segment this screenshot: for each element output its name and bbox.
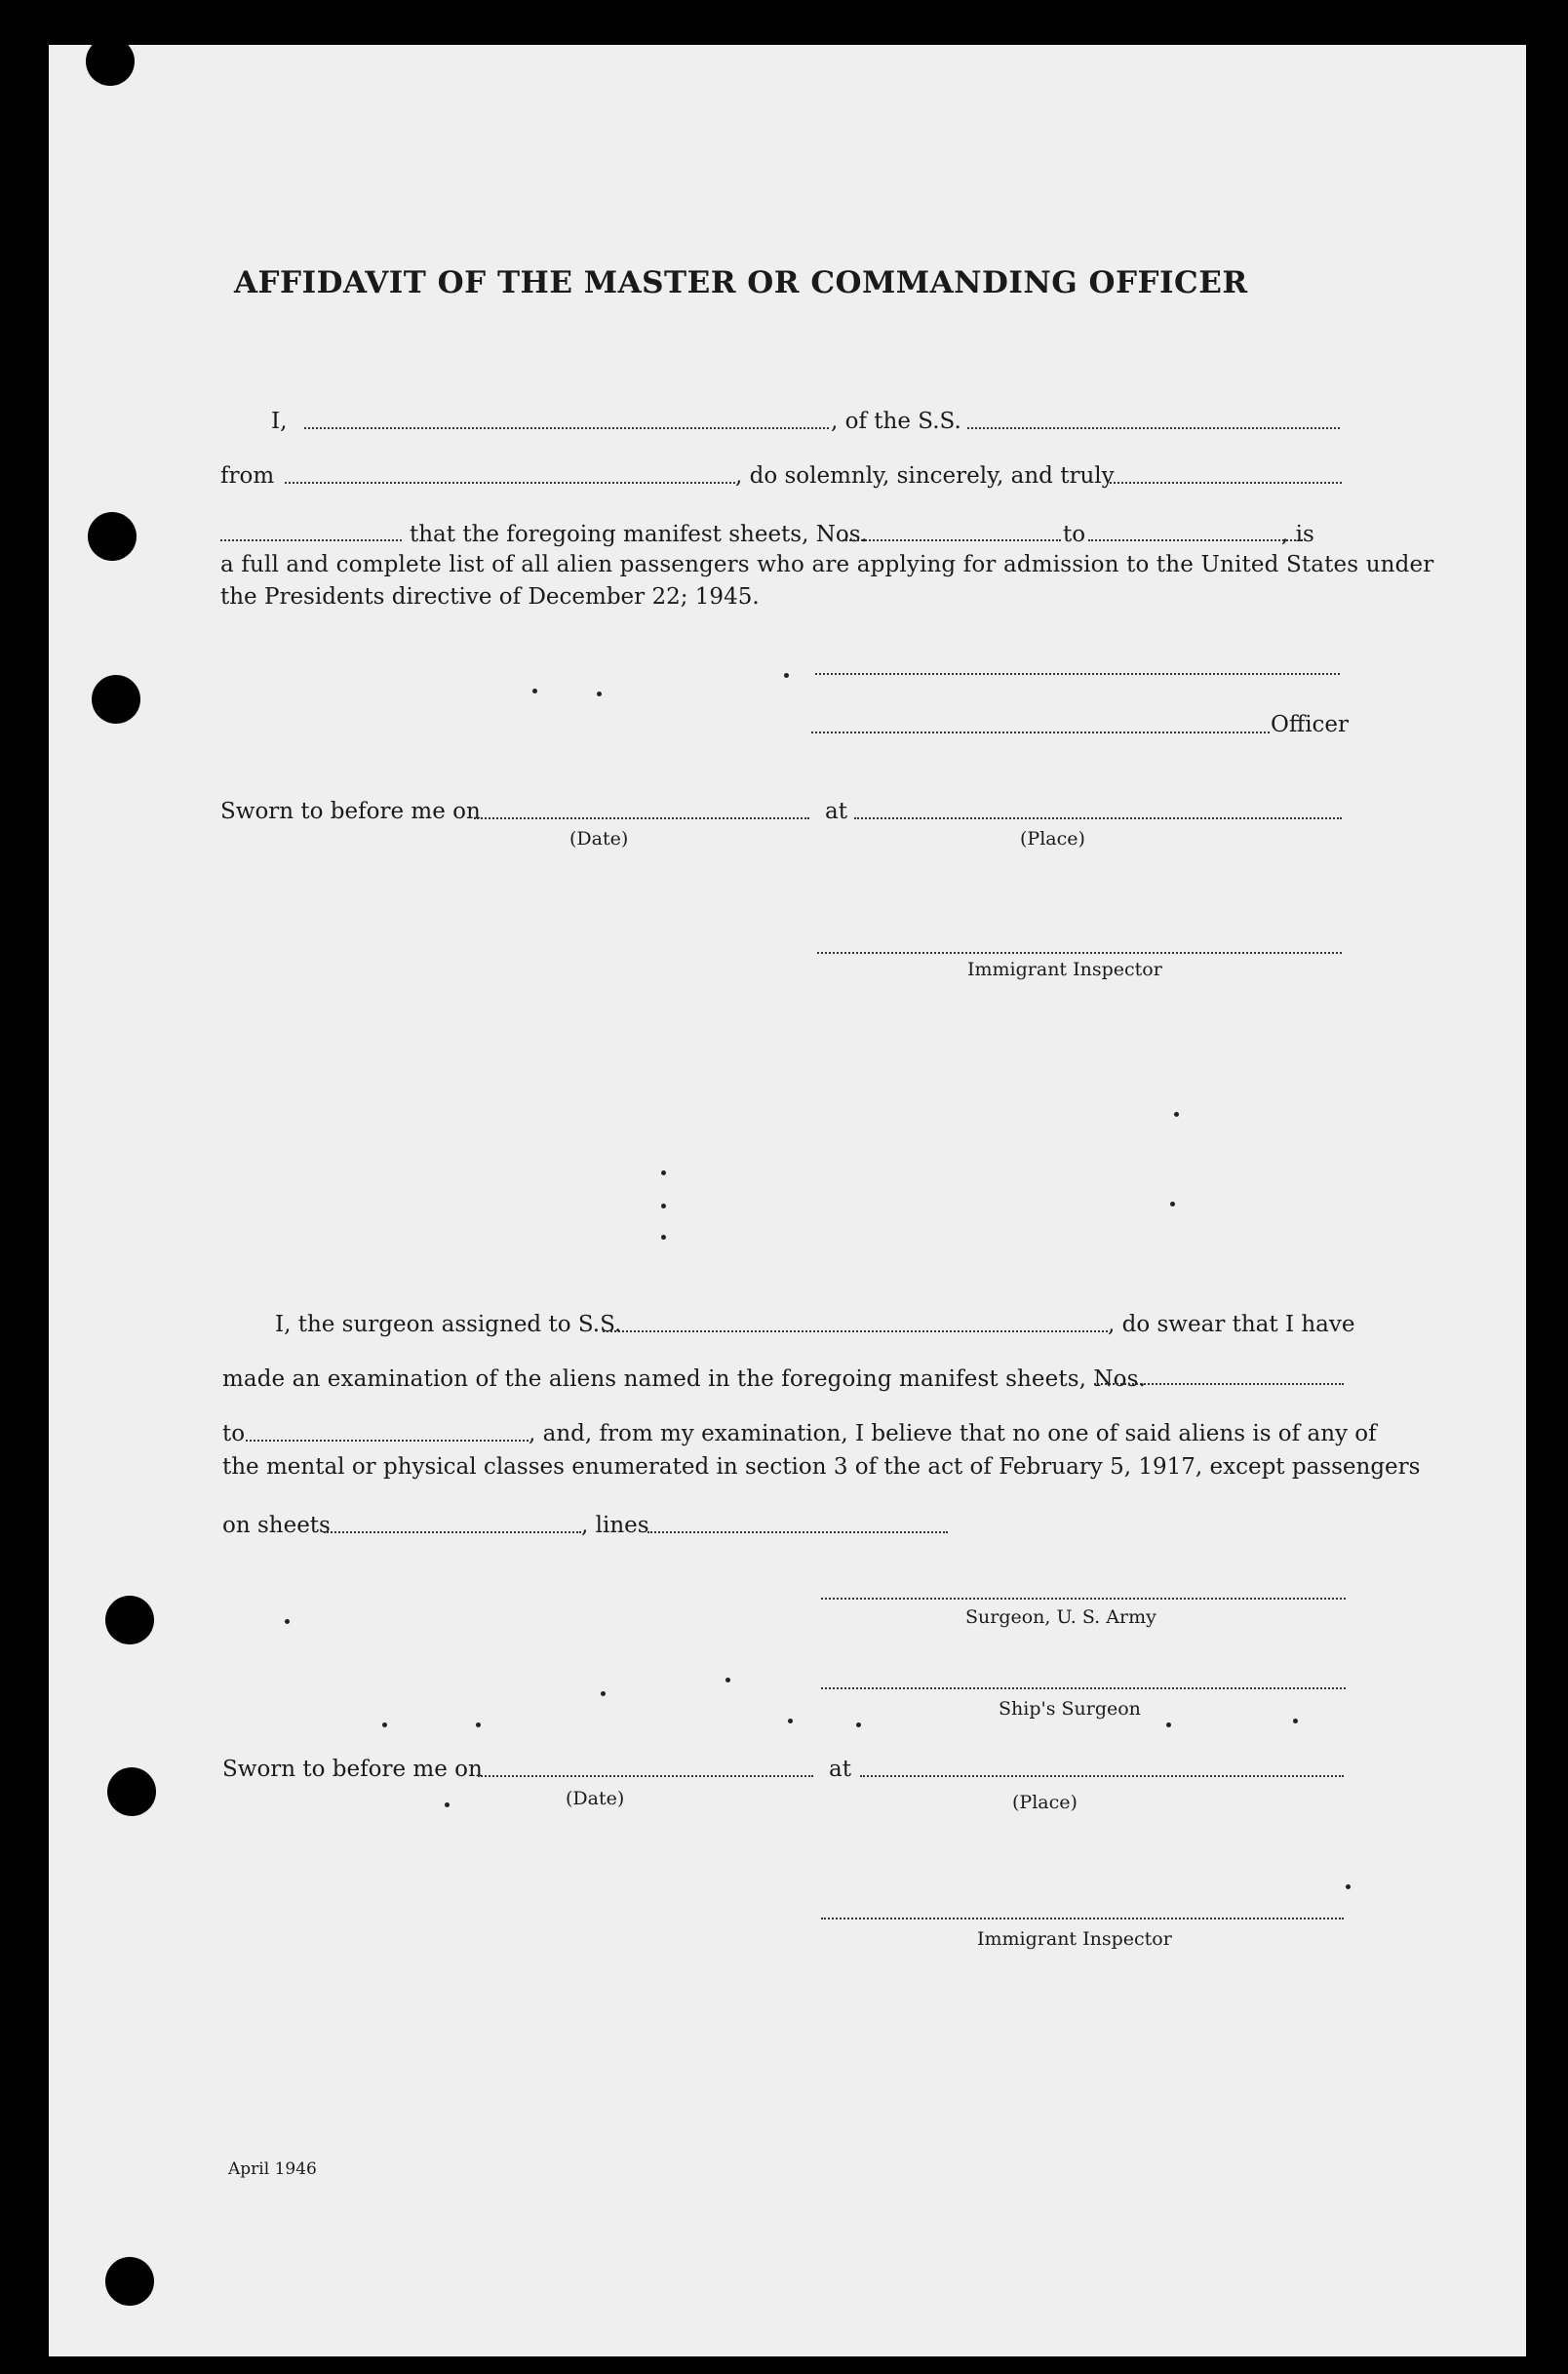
form-page: [49, 45, 1526, 2356]
speck: [1293, 1719, 1298, 1723]
statement-line-2: a full and complete list of all alien passengers who are applying for admission to the United States under: [220, 552, 1434, 577]
speck: [445, 1802, 450, 1807]
lines-label: , lines: [581, 1513, 649, 1538]
speck: [1170, 1202, 1175, 1207]
statement-line-3: the Presidents directive of December 22; 1945.: [220, 584, 760, 610]
sworn2-date-caption: (Date): [566, 1788, 625, 1809]
speck: [1346, 1884, 1351, 1889]
punch-hole: [107, 1767, 156, 1816]
speck: [788, 1719, 793, 1723]
speck: [382, 1722, 387, 1727]
speck: [661, 1235, 666, 1240]
inspector2-caption: Immigrant Inspector: [977, 1928, 1172, 1950]
from-port-field[interactable]: [285, 482, 735, 484]
foregoing-text: that the foregoing manifest sheets, Nos.: [410, 522, 868, 547]
speck: [476, 1722, 481, 1727]
speck: [661, 1204, 666, 1208]
punch-hole: [105, 1596, 154, 1644]
sheets-from-field[interactable]: [843, 539, 1061, 541]
except-sheets-field[interactable]: [324, 1531, 581, 1533]
surgeon-line-1b: , do swear that I have: [1108, 1312, 1355, 1337]
on-sheets-label: on sheets: [222, 1513, 331, 1538]
oath-field[interactable]: [1110, 482, 1342, 484]
speck: [532, 689, 537, 693]
sworn2-at-label: at: [829, 1757, 851, 1782]
ships-surgeon-caption: Ship's Surgeon: [999, 1698, 1141, 1720]
ship-name-field[interactable]: [967, 427, 1340, 429]
speck: [661, 1170, 666, 1175]
punch-hole: [105, 2257, 154, 2306]
army-surgeon-caption: Surgeon, U. S. Army: [965, 1606, 1156, 1628]
surgeon-line-1a: I, the surgeon assigned to S.S.: [275, 1312, 622, 1337]
sworn2-label: Sworn to before me on: [222, 1757, 483, 1782]
officer-label: Officer: [1271, 712, 1350, 737]
date-caption: (Date): [569, 828, 629, 850]
sworn-date-field[interactable]: [474, 817, 809, 819]
solemnly-text: , do solemnly, sincerely, and truly: [735, 463, 1115, 489]
speck: [856, 1722, 861, 1727]
speck: [597, 692, 602, 696]
sworn-place-field[interactable]: [854, 817, 1342, 819]
at-label: at: [825, 799, 847, 824]
speck: [601, 1691, 606, 1696]
speck: [1174, 1112, 1179, 1117]
punch-hole: [88, 512, 137, 561]
punch-hole: [92, 675, 140, 724]
speck: [725, 1678, 730, 1682]
speck: [285, 1619, 290, 1624]
officer-signature-line-2[interactable]: [811, 732, 1270, 733]
sworn2-date-field[interactable]: [478, 1775, 813, 1777]
sworn2-place-field[interactable]: [860, 1775, 1344, 1777]
oath-field-cont[interactable]: [220, 539, 402, 541]
surgeon-sheets-from-field[interactable]: [1094, 1383, 1344, 1385]
surgeon-line-4: the mental or physical classes enumerated in section 3 of the act of February 5, 1917, except passengers: [222, 1454, 1421, 1480]
surgeon-sheets-to-field[interactable]: [246, 1440, 529, 1442]
speck: [784, 673, 789, 678]
punch-hole: [86, 37, 135, 86]
sheets-to-field[interactable]: [1088, 539, 1303, 541]
inspector2-signature-line[interactable]: [821, 1918, 1344, 1919]
ships-surgeon-signature-line[interactable]: [821, 1687, 1346, 1689]
is-text: , is: [1281, 522, 1314, 547]
to-label: to: [1063, 522, 1086, 547]
sworn2-place-caption: (Place): [1012, 1792, 1078, 1813]
surgeon-line-2: made an examination of the aliens named in the foregoing manifest sheets, Nos.: [222, 1366, 1146, 1392]
i-label: I,: [271, 409, 288, 434]
officer-signature-line-1[interactable]: [815, 673, 1340, 675]
from-label: from: [220, 463, 275, 489]
speck: [1166, 1722, 1171, 1727]
surgeon-ship-field[interactable]: [603, 1330, 1108, 1332]
inspector-signature-line[interactable]: [817, 952, 1342, 954]
master-name-field[interactable]: [304, 427, 829, 429]
footer-date: April 1946: [228, 2159, 317, 2179]
surgeon-line-3b: , and, from my examination, I believe that no one of said aliens is of any of: [529, 1421, 1377, 1446]
page-title: AFFIDAVIT OF THE MASTER OR COMMANDING OFFICER: [234, 265, 1248, 300]
except-lines-field[interactable]: [647, 1531, 948, 1533]
inspector-caption: Immigrant Inspector: [967, 959, 1162, 980]
sworn-label: Sworn to before me on: [220, 799, 481, 824]
surgeon-to-label: to: [222, 1421, 246, 1446]
army-surgeon-signature-line[interactable]: [821, 1598, 1346, 1600]
of-ss-label: , of the S.S.: [831, 409, 961, 434]
place-caption: (Place): [1020, 828, 1085, 850]
